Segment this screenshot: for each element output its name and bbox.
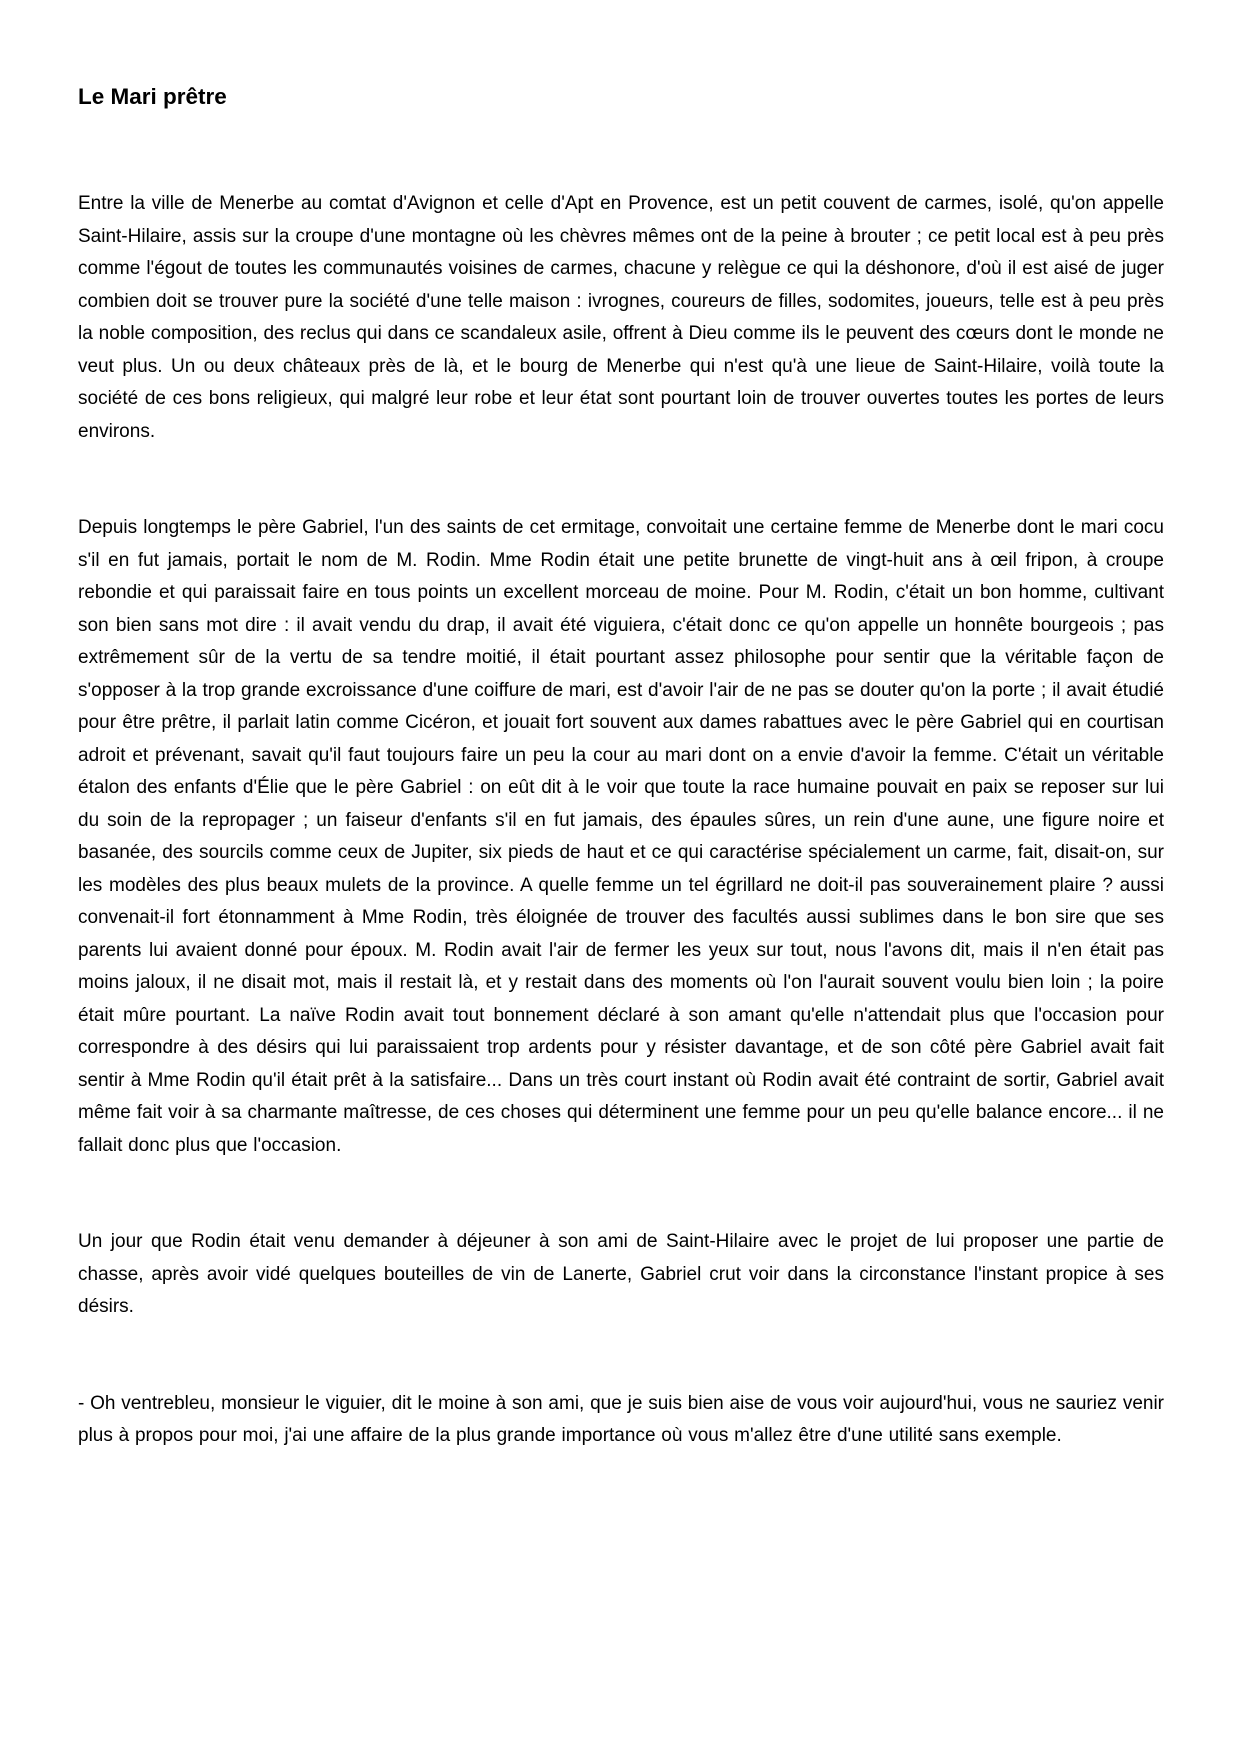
document-title: Le Mari prêtre [78, 84, 227, 109]
paragraph-dialogue-viguier: - Oh ventrebleu, monsieur le viguier, dit le moine à son ami, que je suis bien aise de vous voir aujourd'hui, vous ne sauriez venir plus à propos pour moi, j'ai une affaire de la plus grande importance où vous m'allez être d'une utilité sans exemple. [78, 1392, 1164, 1446]
paragraph-gabriel-rodin: Depuis longtemps le père Gabriel, l'un des saints de cet ermitage, convoitait une certaine femme de Menerbe dont le mari cocu s'il en fut jamais, portait le nom de M. Rodin. Mme Rodin était une petite brunette de vingt-huit ans à œil fripon, à croupe rebondie et qui paraissait faire en tous points un excellent morceau de moine. Pour M. Rodin, c'était un bon homme, cultivant son bien sans mot dire : il avait vendu du drap, il avait été viguiera, c'était donc ce qu'on appelle un honnête bourgeois ; pas extrêmement sûr de la vertu de sa tendre moitié, il était pourtant assez philosophe pour sentir que la véritable façon de s'opposer à la trop grande excroissance d'une coiffure de mari, est d'avoir l'air de ne pas se douter qu'on la porte ; il avait étudié pour être prêtre, il parlait latin comme Cicéron, et jouait fort souvent aux dames rabattues avec le père Gabriel qui en courtisan adroit et prévenant, savait qu'il faut toujours faire un peu la cour au mari dont on a envie d'avoir la femme. C'était un véritable étalon des enfants d'Élie que le père Gabriel : on eût dit à le voir que toute la race humaine pouvait en paix se reposer sur lui du soin de la repropager ; un faiseur d'enfants s'il en fut jamais, des épaules sûres, un rein d'une aune, une figure noire et basanée, des sourcils comme ceux de Jupiter, six pieds de haut et ce qui caractérise spécialement un carme, fait, disait-on, sur les modèles des plus beaux mulets de la province. A quelle femme un tel égrillard ne doit-il pas souverainement plaire ? aussi convenait-il fort étonnamment à Mme Rodin, très éloignée de trouver des facultés aussi sublimes dans le bon sire que ses parents lui avaient donné pour époux. M. Rodin avait l'air de fermer les yeux sur tout, nous l'avons dit, mais il n'en était pas moins jaloux, il ne disait mot, mais il restait là, et y restait dans des moments où l'on l'aurait souvent voulu bien loin ; la poire était mûre pourtant. La naïve Rodin avait tout bonnement déclaré à son amant qu'elle n'attendait plus que l'occasion pour correspondre à des désirs qui lui paraissaient trop ardents pour y résister davantage, et de son côté père Gabriel avait fait sentir à Mme Rodin qu'il était prêt à la satisfaire... Dans un très court instant où Rodin avait été contraint de sortir, Gabriel avait même fait voir à sa charmante maîtresse, de ces choses qui déterminent une femme pour un peu qu'elle balance encore... il ne fallait donc plus que l'occasion. [78, 517, 1164, 1156]
paragraph-intro-convent: Entre la ville de Menerbe au comtat d'Avignon et celle d'Apt en Provence, est un petit couvent de carmes, isolé, qu'on appelle Saint-Hilaire, assis sur la croupe d'une montagne où les chèvres mêmes ont de la peine à brouter ; ce petit local est à peu près comme l'égout de toutes les communautés voisines de carmes, chacune y relègue ce qui la déshonore, d'où il est aisé de juger combien doit se trouver pure la société d'une telle maison : ivrognes, coureurs de filles, sodomites, joueurs, telle est à peu près la noble composition, des reclus qui dans ce scandaleux asile, offrent à Dieu comme ils le peuvent des cœurs dont le monde ne veut plus. Un ou deux châteaux près de là, et le bourg de Menerbe qui n'est qu'à une lieue de Saint-Hilaire, voilà toute la société de ces bons religieux, qui malgré leur robe et leur état sont pourtant loin de trouver ouvertes toutes les portes de leurs environs. [78, 193, 1164, 442]
paragraph-dejeuner: Un jour que Rodin était venu demander à déjeuner à son ami de Saint-Hilaire avec le projet de lui proposer une partie de chasse, après avoir vidé quelques bouteilles de vin de Lanerte, Gabriel crut voir dans la circonstance l'instant propice à ses désirs. [78, 1231, 1164, 1317]
